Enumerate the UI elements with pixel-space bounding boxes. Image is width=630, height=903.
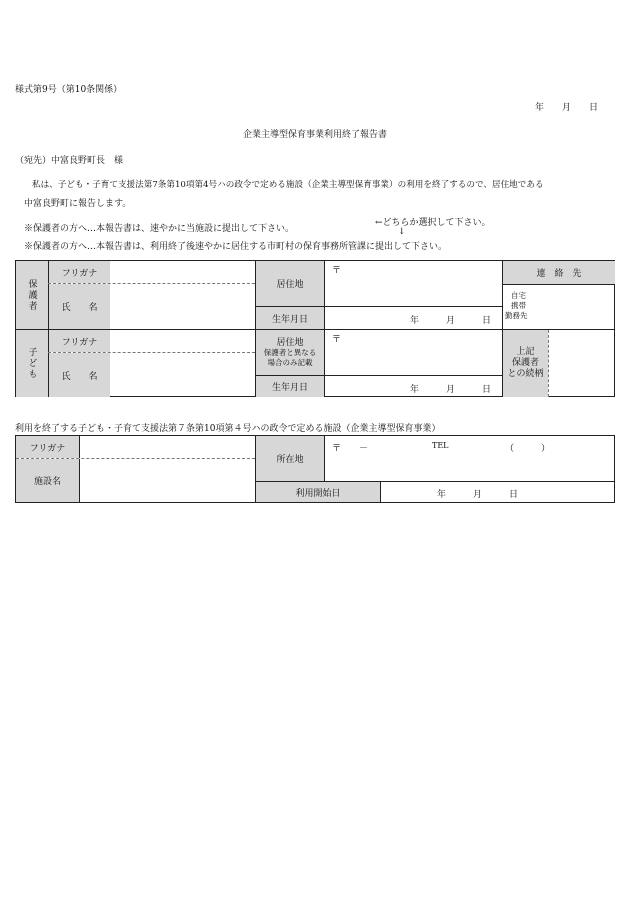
postal-mark-icon: 〒 <box>332 266 342 276</box>
guardian-residence-label: 居住地 <box>255 261 324 306</box>
guardian-birthdate-input[interactable] <box>324 306 502 329</box>
ymd-label: 年 月 日 <box>410 316 492 326</box>
child-residence-line3: 場合のみ記載 <box>267 357 313 367</box>
child-birthdate-input[interactable] <box>324 375 502 397</box>
note-submit-municipality: ※保護者の方へ…本報告書は、利用終了後速やかに居住する市町村の保育事務所管課に提出して下さい。 <box>24 242 448 252</box>
relation-input[interactable] <box>548 330 615 397</box>
relation-line3: との続柄 <box>507 369 544 379</box>
child-furigana-input[interactable] <box>110 330 255 352</box>
child-residence-line1: 居住地 <box>276 337 304 348</box>
facility-heading: 利用を終了する子ども・子育て支援法第７条第10項第４号ハの政令で定める施設（企業主導型保育事業） <box>15 424 441 434</box>
ymd-label: 年 月 日 <box>410 385 492 395</box>
contact-header: 連 絡 先 <box>502 261 615 284</box>
child-birthdate-label: 生年月日 <box>255 375 324 397</box>
date-field[interactable]: 年 月 日 <box>535 103 599 113</box>
facility-name-label: 施設名 <box>16 459 79 502</box>
child-furigana-label: フリガナ <box>48 330 110 352</box>
facility-tel-paren: （ ） <box>505 444 551 454</box>
facility-location-input[interactable] <box>324 436 615 481</box>
document-title: 企業主導型保育事業利用終了報告書 <box>242 130 387 140</box>
contact-mobile-label: 携帯 <box>511 301 526 310</box>
statement-line1: 私は、子ども・子育て支援法第7条第10項第4号ハの政令で定める施設（企業主導型保育事業）の利用を終了するので、居住地である <box>32 180 544 190</box>
note-choose-one: ←どちらか選択して下さい。 <box>375 218 491 228</box>
child-residence-line2: 保護者と異なる <box>263 347 317 357</box>
guardian-name-label: 氏 名 <box>48 284 110 329</box>
facility-tel-label: TEL <box>432 441 449 450</box>
facility-table <box>15 435 615 503</box>
facility-location-label: 所在地 <box>255 436 324 481</box>
child-name-input[interactable] <box>110 353 255 397</box>
applicant-table <box>15 260 615 397</box>
child-residence-input[interactable] <box>324 330 502 375</box>
relation-label <box>502 330 548 397</box>
guardian-furigana-label: フリガナ <box>48 261 110 283</box>
child-residence-label <box>255 330 324 375</box>
guardian-label: 保護者 <box>16 261 48 329</box>
statement-line2: 中富良野町に報告します。 <box>24 199 132 209</box>
facility-furigana-input[interactable] <box>79 436 255 458</box>
child-label: 子ども <box>16 330 48 397</box>
contact-work-label: 勤務先 <box>505 311 528 320</box>
down-arrow-icon: ↓ <box>398 227 406 237</box>
guardian-birthdate-label: 生年月日 <box>255 306 324 329</box>
relation-line2: 保護者 <box>511 358 539 368</box>
ymd-label: 年 月 日 <box>437 490 519 500</box>
start-date-input[interactable] <box>380 481 615 502</box>
guardian-residence-input[interactable] <box>324 261 502 306</box>
facility-name-input[interactable] <box>79 459 255 502</box>
form-number: 様式第9号（第10条関係） <box>15 85 123 95</box>
addressee: （宛先）中富良野町長 様 <box>15 156 124 166</box>
postal-mark-icon: 〒 <box>332 335 342 345</box>
note-submit-facility: ※保護者の方へ…本報告書は、速やかに当施設に提出して下さい。 <box>24 224 295 234</box>
child-name-label: 氏 名 <box>48 353 110 397</box>
facility-postal: 〒 － <box>332 444 369 454</box>
guardian-furigana-input[interactable] <box>110 261 255 283</box>
relation-line1: 上記 <box>516 347 535 357</box>
facility-furigana-label: フリガナ <box>16 436 79 458</box>
contact-labels <box>502 284 615 329</box>
guardian-name-input[interactable] <box>110 284 255 329</box>
contact-home-label: 自宅 <box>511 291 526 300</box>
start-date-label: 利用開始日 <box>255 481 380 502</box>
